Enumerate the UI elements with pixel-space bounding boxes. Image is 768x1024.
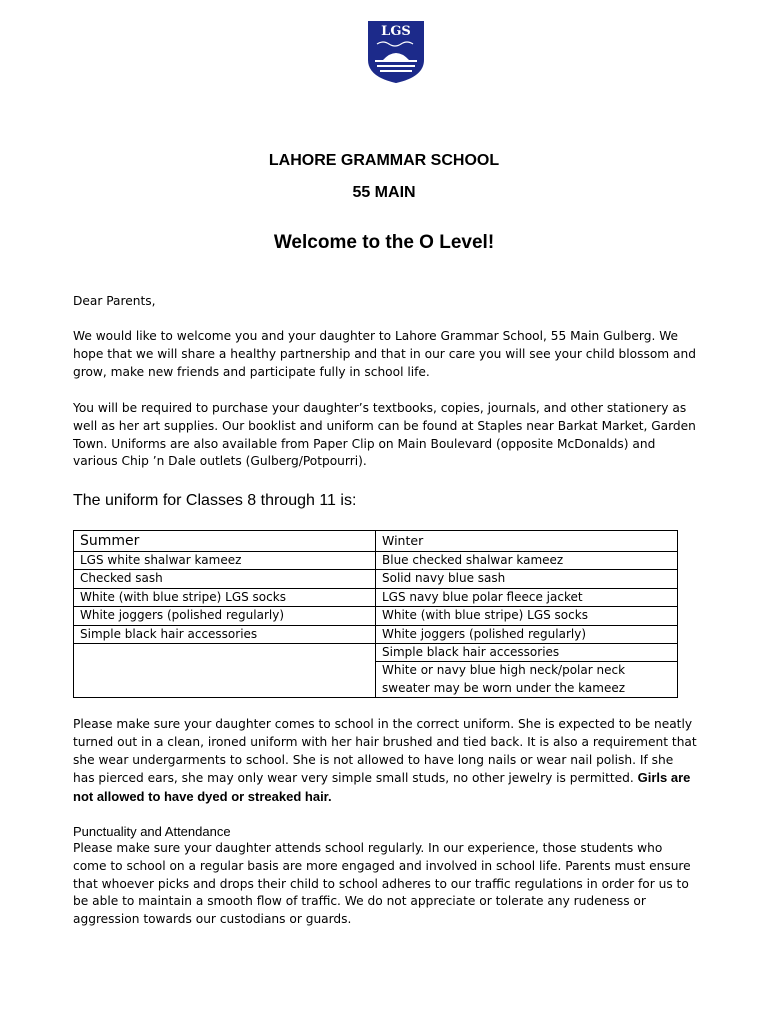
school-name: LAHORE GRAMMAR SCHOOL [268, 152, 500, 169]
table-row [74, 607, 678, 625]
summer-cell: Simple black hair accessories [74, 625, 376, 643]
table-row [74, 625, 678, 643]
winter-cell: White or navy blue high neck/polar neck sweater may be worn under the kameez [376, 662, 678, 698]
punctuality-heading: Punctuality and Attendance [73, 824, 231, 839]
salutation: Dear Parents, [73, 294, 156, 308]
summer-cell-empty [74, 644, 376, 698]
winter-cell: Blue checked shalwar kameez [376, 552, 678, 570]
summer-header: Summer [74, 531, 376, 552]
lgs-crest-logo [367, 20, 425, 84]
table-row [74, 588, 678, 606]
supplies-paragraph: You will be required to purchase your daughter’s textbooks, copies, journals, and other stationery as well as her art supplies. Our booklist and uniform can be found at Staples near Barkat Market, Garden Town. Uniforms are also available from Paper Clip on Main Boulevard (opposite McDonalds) and various Chip ’n Dale outlets (Gulberg/Potpourri). [73, 401, 696, 469]
summer-cell: LGS white shalwar kameez [74, 552, 376, 570]
uniform-rules-text: Please make sure your daughter comes to school in the correct uniform. She is expected to be neatly turned out in a clean, ironed uniform with her hair brushed and tied back. It is also a requirement that she wear undergarments to school. She is not allowed to have long nails or wear nail polish. If she has pierced ears, she may only wear very simple small studs, no other jewelry is permitted. [73, 717, 697, 786]
summer-cell: Checked sash [74, 570, 376, 588]
welcome-paragraph: We would like to welcome you and your daughter to Lahore Grammar School, 55 Main Gulberg. We hope that we will share a healthy partnership and that in our care you will see your child blossom and grow, make new friends and participate fully in school life. [73, 329, 696, 379]
uniform-heading: The uniform for Classes 8 through 11 is: [73, 492, 357, 509]
table-header-row [74, 531, 678, 552]
winter-cell: White joggers (polished regularly) [376, 625, 678, 643]
winter-cell: Simple black hair accessories [376, 644, 678, 662]
summer-cell: White joggers (polished regularly) [74, 607, 376, 625]
table-row [74, 644, 678, 662]
uniform-rules-paragraph [73, 716, 698, 807]
table-row [74, 552, 678, 570]
winter-cell: White (with blue stripe) LGS socks [376, 607, 678, 625]
welcome-title: Welcome to the O Level! [273, 232, 495, 253]
summer-cell: White (with blue stripe) LGS socks [74, 588, 376, 606]
punctuality-paragraph: Please make sure your daughter attends school regularly. In our experience, those students who come to school on a regular basis are more engaged and involved in school life. Parents must ensure that whoever picks and drops their child to school adheres to our traffic regulations in order for us to be able to maintain a smooth flow of traffic. We do not appreciate or tolerate any rudeness or aggression towards our custodians or guards. [73, 841, 691, 927]
table-row [74, 570, 678, 588]
winter-header: Winter [376, 531, 678, 552]
hair-rule-bold: Girls are not allowed to have dyed or streaked hair. [73, 770, 691, 805]
campus-name: 55 MAIN [352, 184, 416, 201]
logo-text: LGS [381, 24, 411, 39]
winter-cell: Solid navy blue sash [376, 570, 678, 588]
winter-cell: LGS navy blue polar fleece jacket [376, 588, 678, 606]
uniform-table [73, 530, 678, 698]
